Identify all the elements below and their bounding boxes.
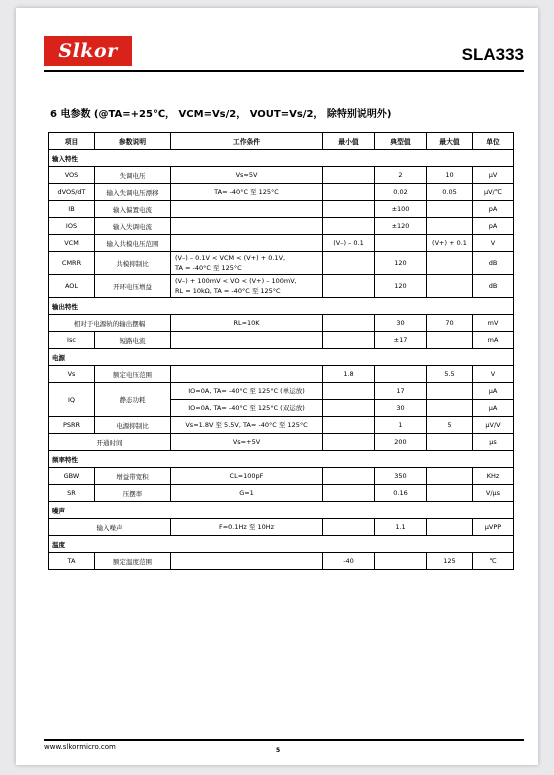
max-value: (V+) + 0.1	[427, 235, 473, 252]
max-value: 70	[427, 315, 473, 332]
table-section-row	[49, 451, 514, 468]
model-number: SLA333	[461, 45, 524, 64]
column-header: 典型值	[375, 133, 427, 150]
test-condition	[171, 417, 323, 434]
min-value	[323, 485, 375, 502]
table-row	[49, 332, 514, 349]
table-row	[49, 184, 514, 201]
column-header: 最小值	[323, 133, 375, 150]
electrical-parameters-table	[48, 132, 514, 570]
header-divider	[44, 70, 524, 72]
parameter-description: 电源抑制比	[95, 417, 171, 434]
max-value	[427, 468, 473, 485]
test-condition	[171, 519, 323, 536]
section-label: 输入特性	[49, 150, 514, 167]
table-row	[49, 275, 514, 298]
max-value	[427, 400, 473, 417]
max-value	[427, 218, 473, 235]
min-value	[323, 519, 375, 536]
parameter-description: 开环电压增益	[95, 275, 171, 298]
min-value	[323, 201, 375, 218]
condition-line: (V–) + 100mV < VO < (V+) – 100mV,	[175, 277, 297, 285]
table-section-row	[49, 349, 514, 366]
section-label: 噪声	[49, 502, 514, 519]
min-value: (V–) – 0.1	[323, 235, 375, 252]
typical-value: ±120	[375, 218, 427, 235]
parameter-symbol: dVOS/dT	[49, 184, 95, 201]
typical-value: ±17	[375, 332, 427, 349]
table-row	[49, 218, 514, 235]
unit: μV/V	[473, 417, 514, 434]
typical-value: 30	[375, 315, 427, 332]
table-row	[49, 201, 514, 218]
parameter-description: 输入失调电流	[95, 218, 171, 235]
condition-line: (V–) – 0.1V < VCM < (V+) + 0.1V,	[175, 254, 286, 262]
typical-value: 120	[375, 275, 427, 298]
table-row	[49, 366, 514, 383]
condition-line: RL = 10kΩ, TA = -40°C 至 125°C	[175, 287, 281, 295]
table-section-row	[49, 150, 514, 167]
slkor-logo: Slkor	[44, 36, 132, 66]
max-value	[427, 519, 473, 536]
unit: dB	[473, 252, 514, 275]
parameter-description: 输入失调电压漂移	[95, 184, 171, 201]
unit: pA	[473, 218, 514, 235]
document-page	[16, 8, 538, 765]
typical-value: 0.02	[375, 184, 427, 201]
typical-value: 0.16	[375, 485, 427, 502]
parameter-symbol: AOL	[49, 275, 95, 298]
table-row	[49, 434, 514, 451]
table-section-row	[49, 502, 514, 519]
parameter-symbol: IB	[49, 201, 95, 218]
min-value	[323, 167, 375, 184]
unit: μV	[473, 167, 514, 184]
parameter-description: 增益带宽积	[95, 468, 171, 485]
min-value	[323, 252, 375, 275]
min-value	[323, 417, 375, 434]
unit: μV/℃	[473, 184, 514, 201]
test-condition	[171, 315, 323, 332]
parameter-description: 压摆率	[95, 485, 171, 502]
parameter-description: 共模抑制比	[95, 252, 171, 275]
unit: V	[473, 235, 514, 252]
parameter-symbol: TA	[49, 553, 95, 570]
table-section-row	[49, 298, 514, 315]
parameter-symbol: VOS	[49, 167, 95, 184]
typical-value: 120	[375, 252, 427, 275]
table-row	[49, 315, 514, 332]
condition-line: IO=0A, TA= -40°C 至 125°C (双运放)	[188, 404, 305, 412]
test-condition	[171, 332, 323, 349]
min-value	[323, 315, 375, 332]
typical-value	[375, 235, 427, 252]
max-value	[427, 275, 473, 298]
section-label: 输出特性	[49, 298, 514, 315]
min-value	[323, 275, 375, 298]
unit: μA	[473, 383, 514, 400]
typical-value	[375, 553, 427, 570]
unit: ℃	[473, 553, 514, 570]
section-label: 温度	[49, 536, 514, 553]
parameter-symbol: Vs	[49, 366, 95, 383]
max-value: 0.05	[427, 184, 473, 201]
condition-line: Vs=+5V	[232, 438, 261, 446]
unit: KHz	[473, 468, 514, 485]
table-row	[49, 519, 514, 536]
table-row	[49, 553, 514, 570]
test-condition	[171, 275, 323, 298]
test-condition	[171, 434, 323, 451]
condition-line: TA = -40°C 至 125°C	[175, 264, 242, 272]
table-row	[49, 468, 514, 485]
typical-value: 2	[375, 167, 427, 184]
condition-line: TA= -40°C 至 125°C	[214, 188, 279, 196]
parameter-description: 输入噪声	[49, 519, 171, 536]
parameter-symbol: VCM	[49, 235, 95, 252]
test-condition	[171, 400, 323, 417]
table-row	[49, 485, 514, 502]
test-condition	[171, 468, 323, 485]
test-condition	[171, 201, 323, 218]
table-row	[49, 235, 514, 252]
min-value	[323, 383, 375, 400]
parameter-symbol: SR	[49, 485, 95, 502]
typical-value: 17	[375, 383, 427, 400]
footer-url: www.slkormicro.com	[44, 743, 116, 751]
condition-line: RL=10K	[233, 319, 260, 327]
column-header: 最大值	[427, 133, 473, 150]
parameter-description: 额定温度范围	[95, 553, 171, 570]
condition-line: F=0.1Hz 至 10Hz	[218, 523, 275, 531]
condition-line: IO=0A, TA= -40°C 至 125°C (单运放)	[188, 387, 305, 395]
max-value: 5.5	[427, 366, 473, 383]
page-number: 5	[276, 747, 281, 754]
column-header: 项目	[49, 133, 95, 150]
typical-value: 30	[375, 400, 427, 417]
column-header: 工作条件	[171, 133, 323, 150]
parameter-symbol: Isc	[49, 332, 95, 349]
section-label: 电源	[49, 349, 514, 366]
unit: μA	[473, 400, 514, 417]
typical-value: 200	[375, 434, 427, 451]
parameter-symbol: CMRR	[49, 252, 95, 275]
max-value	[427, 252, 473, 275]
footer-divider	[44, 739, 524, 741]
parameter-description: 静态功耗	[95, 383, 171, 417]
table-section-row	[49, 536, 514, 553]
typical-value: 350	[375, 468, 427, 485]
parameter-symbol: IOS	[49, 218, 95, 235]
condition-line: Vs=1.8V 至 5.5V, TA= -40°C 至 125°C	[185, 421, 308, 429]
test-condition	[171, 167, 323, 184]
test-condition	[171, 218, 323, 235]
min-value	[323, 218, 375, 235]
unit: pA	[473, 201, 514, 218]
condition-line: Vs=5V	[235, 171, 258, 179]
test-condition	[171, 184, 323, 201]
test-condition	[171, 553, 323, 570]
max-value	[427, 485, 473, 502]
unit: V/μs	[473, 485, 514, 502]
table-row	[49, 417, 514, 434]
parameter-description: 短路电流	[95, 332, 171, 349]
parameter-symbol: PSRR	[49, 417, 95, 434]
test-condition	[171, 366, 323, 383]
max-value	[427, 383, 473, 400]
parameter-symbol: IQ	[49, 383, 95, 417]
min-value	[323, 468, 375, 485]
unit: mA	[473, 332, 514, 349]
typical-value: 1	[375, 417, 427, 434]
min-value: 1.8	[323, 366, 375, 383]
parameter-description: 输入共模电压范围	[95, 235, 171, 252]
max-value: 5	[427, 417, 473, 434]
section-label: 频率特性	[49, 451, 514, 468]
parameter-symbol: GBW	[49, 468, 95, 485]
max-value: 10	[427, 167, 473, 184]
condition-line: CL=100pF	[229, 472, 264, 480]
parameter-description: 开通时间	[49, 434, 171, 451]
min-value	[323, 434, 375, 451]
test-condition	[171, 383, 323, 400]
unit: V	[473, 366, 514, 383]
max-value	[427, 332, 473, 349]
test-condition	[171, 485, 323, 502]
typical-value	[375, 366, 427, 383]
min-value: -40	[323, 553, 375, 570]
condition-line: G=1	[239, 489, 254, 497]
typical-value: 1.1	[375, 519, 427, 536]
test-condition	[171, 235, 323, 252]
table-header-row	[49, 133, 514, 150]
max-value: 125	[427, 553, 473, 570]
unit: μVPP	[473, 519, 514, 536]
parameter-description: 额定电压范围	[95, 366, 171, 383]
column-header: 单位	[473, 133, 514, 150]
unit: μs	[473, 434, 514, 451]
parameter-description: 相对于电源轨的输出摆幅	[49, 315, 171, 332]
table-body	[49, 150, 514, 570]
parameter-description: 失调电压	[95, 167, 171, 184]
max-value	[427, 201, 473, 218]
min-value	[323, 184, 375, 201]
unit: dB	[473, 275, 514, 298]
parameter-description: 输入偏置电流	[95, 201, 171, 218]
column-header: 参数说明	[95, 133, 171, 150]
table-row	[49, 167, 514, 184]
min-value	[323, 400, 375, 417]
table-row	[49, 252, 514, 275]
unit: mV	[473, 315, 514, 332]
typical-value: ±100	[375, 201, 427, 218]
table-row	[49, 383, 514, 400]
test-condition	[171, 252, 323, 275]
max-value	[427, 434, 473, 451]
section-title: 6 电参数 (@TA=+25℃， VCM=Vs/2， VOUT=Vs/2， 除特别说明外)	[50, 109, 392, 120]
min-value	[323, 332, 375, 349]
